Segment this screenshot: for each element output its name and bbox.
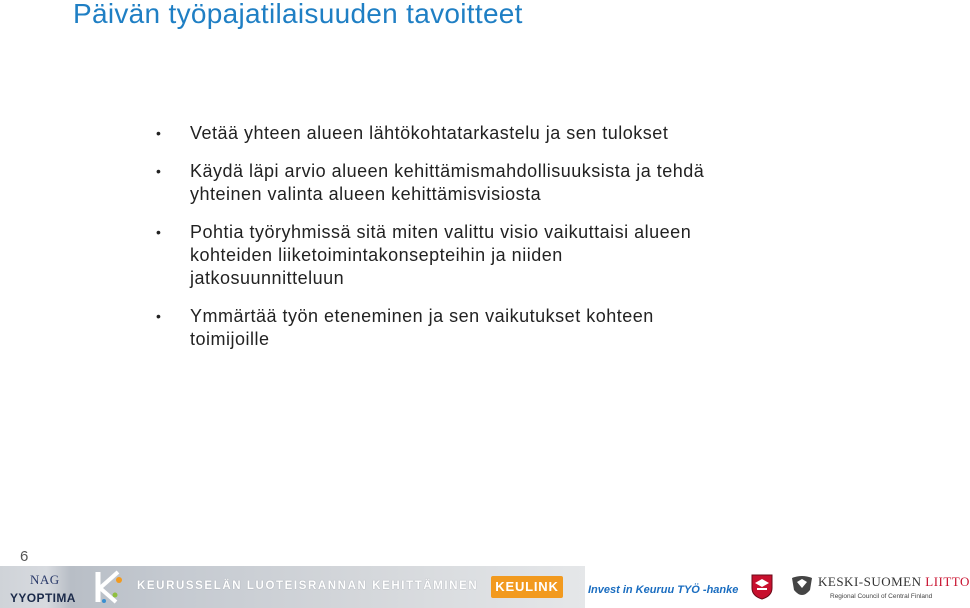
bullet-text: Pohtia työryhmissä sitä miten valittu visio vaikuttaisi alueen <box>190 222 692 242</box>
bullet-text: toimijoille <box>190 329 270 349</box>
bullet-icon: • <box>156 224 162 240</box>
invest-text: Invest in Keuruu TYÖ -hanke <box>588 584 739 596</box>
k-logo-icon <box>92 568 126 606</box>
bullet-item <box>150 160 850 206</box>
ksl-crest-icon <box>790 574 814 602</box>
bullet-item <box>150 305 850 351</box>
ksl-name-main: KESKI-SUOMEN <box>818 574 926 589</box>
bullet-text: Vetää yhteen alueen lähtökohtatarkastelu ja sen tulokset <box>190 123 669 143</box>
ksl-logo-text <box>818 574 970 590</box>
optima-logo: YYOPTIMA <box>10 591 76 605</box>
bullet-icon: • <box>156 163 162 179</box>
ksl-subtitle: Regional Council of Central Finland <box>830 593 933 600</box>
project-name: KEURUSSELÄN LUOTEISRANNAN KEHITTÄMINEN <box>137 580 479 592</box>
slide-title: Päivän työpajatilaisuuden tavoitteet <box>73 0 523 29</box>
bullet-list <box>150 122 850 366</box>
bullet-item <box>150 221 850 290</box>
coat-of-arms-icon <box>751 574 773 600</box>
keulink-logo: KEULINK <box>491 576 563 598</box>
bullet-icon: • <box>156 308 162 324</box>
bullet-icon: • <box>156 125 162 141</box>
bullet-text: Käydä läpi arvio alueen kehittämismahdollisuuksista ja tehdä <box>190 161 705 181</box>
bullet-text: jatkosuunnitteluun <box>190 268 345 288</box>
page-number: 6 <box>20 548 29 565</box>
bullet-item <box>150 122 850 145</box>
bullet-text: kohteiden liiketoimintakonsepteihin ja niiden <box>190 245 563 265</box>
bullet-text: yhteinen valinta alueen kehittämisvisiosta <box>190 184 542 204</box>
ksl-name-accent: LIITTO <box>925 574 970 589</box>
bullet-text: Ymmärtää työn eteneminen ja sen vaikutukset kohteen <box>190 306 654 326</box>
nag-logo: NAG <box>30 572 60 587</box>
footer-bar <box>0 566 970 608</box>
